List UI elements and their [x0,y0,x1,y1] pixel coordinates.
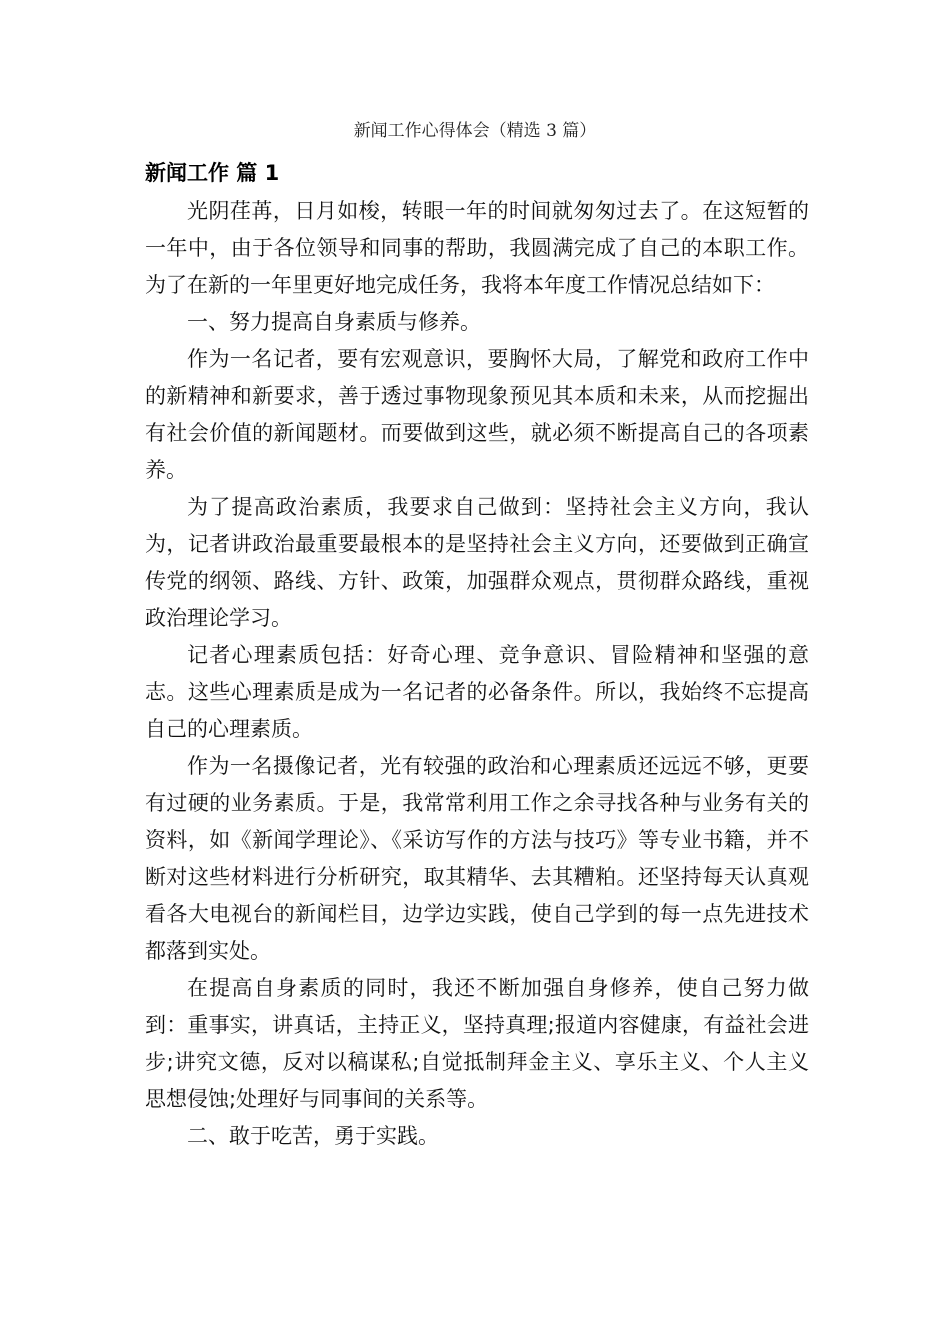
document-title: 新闻工作心得体会（精选 3 篇） [353,121,597,141]
paragraph-psychological-quality: 记者心理素质包括：好奇心理、竞争意识、冒险精神和坚强的意志。这些心理素质是成为一名记者的必备条件。所以，我始终不忘提高自己的心理素质。 [145,643,809,741]
paragraph-reporter-awareness: 作为一名记者，要有宏观意识，要胸怀大局，了解党和政府工作中的新精神和新要求，善于透过事物现象预见其本质和未来，从而挖掘出有社会价值的新闻题材。而要做到这些，就必须不断提高自己的各项素养。 [145,347,809,482]
section-heading: 新闻工作 篇 1 [145,161,280,185]
paragraph-intro: 光阴荏苒，日月如梭，转眼一年的时间就匆匆过去了。在这短暂的一年中，由于各位领导和同事的帮助，我圆满完成了自己的本职工作。为了在新的一年里更好地完成任务，我将本年度工作情况总结如下： [145,199,809,297]
paragraph-professional-quality: 作为一名摄像记者，光有较强的政治和心理素质还远远不够，更要有过硬的业务素质。于是，我常常利用工作之余寻找各种与业务有关的资料，如《新闻学理论》、《采访写作的方法与技巧》等专业书籍，并不断对这些材料进行分析研究，取其精华、去其糟粕。还坚持每天认真观看各大电视台的新闻栏目，边学边实践，使自己学到的每一点先进技术都落到实处。 [145,754,809,963]
paragraph-heading-one: 一、努力提高自身素质与修养。 [187,310,481,334]
document-body [145,193,809,1155]
paragraph-political-quality: 为了提高政治素质，我要求自己做到：坚持社会主义方向，我认为，记者讲政治最重要最根本的是坚持社会主义方向，还要做到正确宣传党的纲领、路线、方针、政策，加强群众观点，贯彻群众路线，重视政治理论学习。 [145,495,809,630]
paragraph-heading-two: 二、敢于吃苦，勇于实践。 [187,1124,439,1148]
paragraph-self-cultivation: 在提高自身素质的同时，我还不断加强自身修养，使自己努力做到：重事实，讲真话，主持正义，坚持真理;报道内容健康，有益社会进步;讲究文德，反对以稿谋私;自觉抵制拜金主义、享乐主义、个人主义思想侵蚀;处理好与同事间的关系等。 [145,976,809,1111]
